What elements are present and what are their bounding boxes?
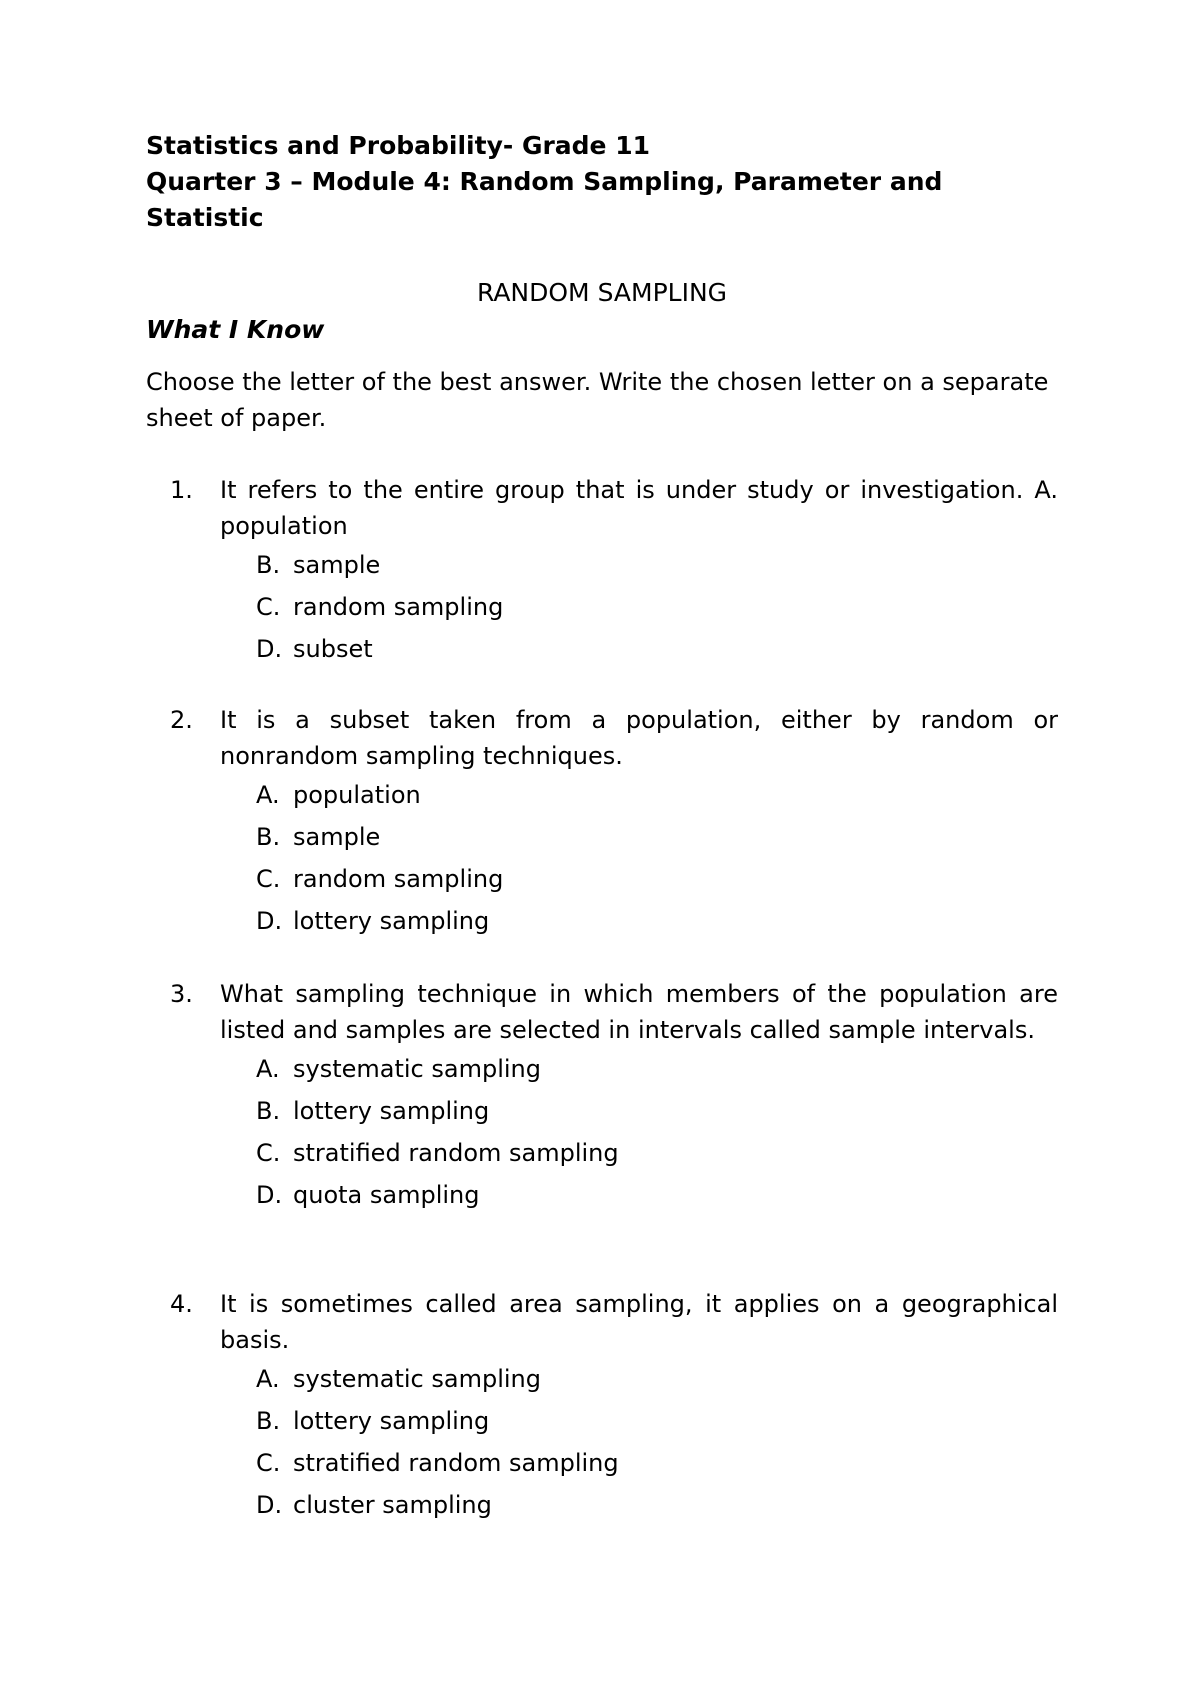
question-number: 1. [170, 476, 193, 504]
option [256, 1484, 1058, 1526]
module-title-continued: Statistic [146, 203, 264, 232]
option-text: systematic sampling [293, 1055, 541, 1083]
option-letter: B. [256, 551, 281, 579]
option [256, 816, 1058, 858]
option-letter: B. [256, 1097, 281, 1125]
options-list [256, 1358, 1058, 1526]
option [256, 544, 1058, 586]
option-text: lottery sampling [293, 907, 490, 935]
option [256, 1358, 1058, 1400]
option-text: sample [293, 551, 381, 579]
option-letter: A. [256, 781, 280, 809]
question-3 [170, 976, 1058, 1216]
question-number: 3. [170, 980, 193, 1008]
option [256, 1048, 1058, 1090]
question-text: It is a subset taken from a population, either by random or nonrandom sampling techniques. [220, 706, 1058, 770]
option-text: random sampling [293, 593, 504, 621]
option-text: quota sampling [293, 1181, 480, 1209]
question-text: It is sometimes called area sampling, it applies on a geographical basis. [220, 1290, 1058, 1354]
option-text: stratified random sampling [293, 1449, 619, 1477]
question-1 [170, 472, 1058, 670]
options-list [256, 544, 1058, 670]
option-text: systematic sampling [293, 1365, 541, 1393]
question-2 [170, 702, 1058, 942]
options-list [256, 774, 1058, 942]
options-list [256, 1048, 1058, 1216]
option-text: random sampling [293, 865, 504, 893]
question-text: What sampling technique in which members of the population are listed and samples are selected in intervals called sample intervals. [220, 980, 1058, 1044]
option-letter: C. [256, 1139, 281, 1167]
option-text: population [293, 781, 421, 809]
option [256, 586, 1058, 628]
option-letter: A. [256, 1365, 280, 1393]
question-4 [170, 1286, 1058, 1526]
option-letter: B. [256, 1407, 281, 1435]
option-text: lottery sampling [293, 1407, 490, 1435]
option [256, 1132, 1058, 1174]
instructions: Choose the letter of the best answer. Write the chosen letter on a separate sheet of paper. [146, 368, 1049, 432]
option [256, 1442, 1058, 1484]
question-text: It refers to the entire group that is under study or investigation. A. population [220, 476, 1058, 540]
option-text: stratified random sampling [293, 1139, 619, 1167]
option-text: lottery sampling [293, 1097, 490, 1125]
option-letter: D. [256, 907, 283, 935]
option-letter: A. [256, 1055, 280, 1083]
option-letter: C. [256, 593, 281, 621]
option-text: subset [293, 635, 373, 663]
question-number: 2. [170, 706, 193, 734]
option-letter: C. [256, 1449, 281, 1477]
section-title: RANDOM SAMPLING [476, 278, 728, 307]
course-title: Statistics and Probability- Grade 11 [146, 131, 651, 160]
option-letter: D. [256, 635, 283, 663]
option-letter: D. [256, 1181, 283, 1209]
option [256, 628, 1058, 670]
option-text: cluster sampling [293, 1491, 492, 1519]
option [256, 1174, 1058, 1216]
option-text: sample [293, 823, 381, 851]
option-letter: B. [256, 823, 281, 851]
module-title: Quarter 3 – Module 4: Random Sampling, Parameter and [146, 167, 943, 196]
option [256, 1400, 1058, 1442]
option [256, 858, 1058, 900]
option-letter: D. [256, 1491, 283, 1519]
option-letter: C. [256, 865, 281, 893]
document-header [146, 128, 1066, 236]
option [256, 774, 1058, 816]
option [256, 900, 1058, 942]
question-number: 4. [170, 1290, 193, 1318]
what-i-know-heading: What I Know [146, 315, 325, 344]
option [256, 1090, 1058, 1132]
